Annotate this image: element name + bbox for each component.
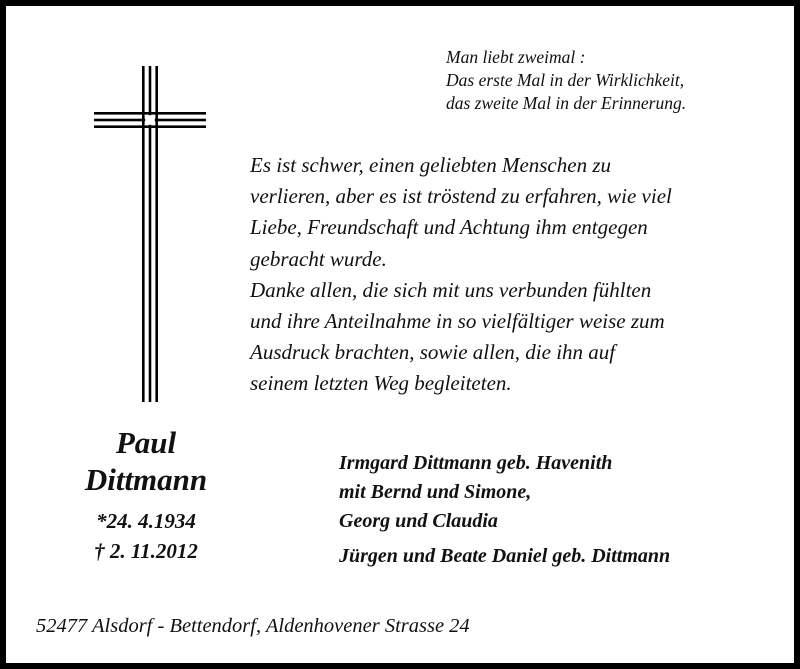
thank-you-message bbox=[250, 150, 790, 400]
birth-date: *24. 4.1934 bbox=[96, 509, 196, 533]
deceased-last-name: Dittmann bbox=[84, 462, 208, 497]
message-line-8: seinem letzten Weg begleiteten. bbox=[250, 371, 512, 396]
quote-line-2: Das erste Mal in der Wirklichkeit, bbox=[446, 70, 685, 90]
message-line-3: Liebe, Freundschaft und Achtung ihm entgegen bbox=[250, 215, 648, 240]
family-line-1: Irmgard Dittmann geb. Havenith bbox=[339, 452, 613, 474]
death-date: † 2. 11.2012 bbox=[94, 539, 198, 563]
life-dates bbox=[46, 506, 246, 566]
message-line-5: Danke allen, die sich mit uns verbunden fühlten bbox=[250, 277, 652, 302]
message-line-6: und ihre Anteilnahme in so vielfältiger weise zum bbox=[250, 309, 665, 334]
family-line-3: Georg und Claudia bbox=[339, 510, 498, 532]
quote-line-1: Man liebt zweimal : bbox=[446, 47, 586, 67]
postal-address: 52477 Alsdorf - Bettendorf, Aldenhovener Strasse 24 bbox=[36, 615, 470, 637]
message-line-7: Ausdruck brachten, sowie allen, die ihn auf bbox=[250, 340, 616, 365]
message-line-4: gebracht wurde. bbox=[250, 246, 387, 271]
family-line-4: Jürgen und Beate Daniel geb. Dittmann bbox=[339, 545, 671, 567]
family-line-2: mit Bernd und Simone, bbox=[339, 481, 532, 503]
quote-line-3: das zweite Mal in der Erinnerung. bbox=[446, 93, 687, 113]
deceased-name bbox=[46, 424, 246, 498]
cross-icon bbox=[94, 66, 206, 402]
message-line-1: Es ist schwer, einen geliebten Menschen zu bbox=[250, 153, 611, 177]
family-signatures bbox=[339, 449, 789, 571]
message-line-2: verlieren, aber es ist tröstend zu erfahren, wie viel bbox=[250, 184, 672, 209]
memorial-quote bbox=[446, 46, 786, 115]
deceased-first-name: Paul bbox=[115, 425, 177, 460]
